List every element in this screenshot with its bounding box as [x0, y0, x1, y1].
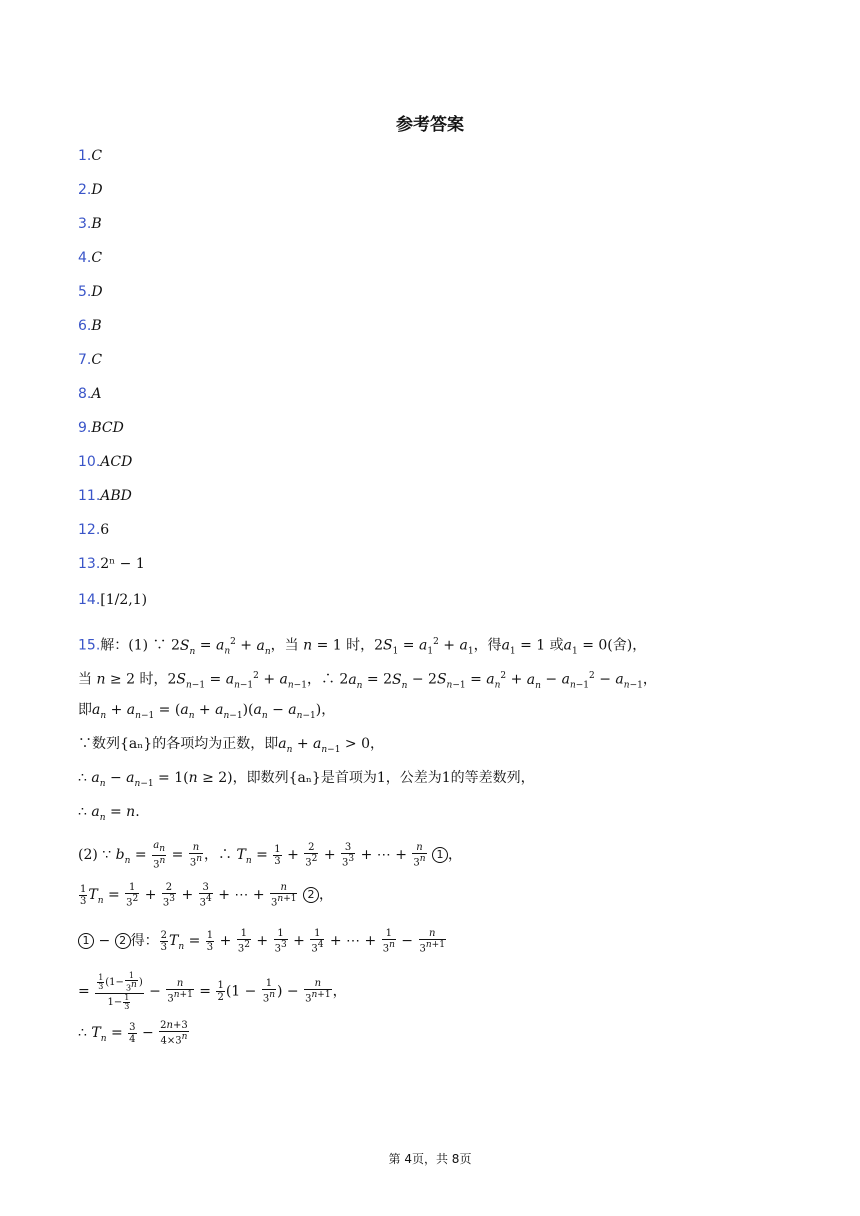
answer-item-2: 2.D	[78, 182, 103, 198]
q15-line-2: 当 n ≥ 2 时，$2S_{n-1} = a_{n-1}^2 + a_{n-1}$，∴ $2a_n = 2S_n - 2S_{n-1} = a_n^2 + a_n - a_{n-1}^2 - a_{n-1}$，	[78, 671, 657, 691]
q15-line-9: 1 − 2 得： $\frac{2}{3}$ $T_n$ = $\frac{1}{3}$ + $\frac{1}{3^2}$ + $\frac{1}{3^3}$ + $\frac{1}{3^4}$ + ⋯ + $\frac{1}{3^n}$ − $\frac{n}{3^{n+1}}$	[78, 928, 447, 957]
answer-item-14: 14.[1/2,1)	[78, 592, 148, 608]
q15-line-1: 15.解：(1) ∵ $2S_n = a_n^2 + a_n$，当 n = 1 时，$2S_1 = a_1^2 + a_1$，得$a_1 = 1$ 或$a_1 = 0$(舍)，	[78, 637, 647, 657]
answer-item-12: 12.6	[78, 522, 110, 538]
answer-item-1: 1.C	[78, 148, 103, 164]
q15-line-6: ∴ $a_n = n$.	[78, 804, 140, 823]
q15-line-7: (2) ∵ $b_n$ = $\frac{a_n}{3^n}$ = $\frac{n}{3^n}$ ，∴ $T_n$ = $\frac{1}{3}$ + $\frac{2}{3^2}$ + $\frac{3}{3^3}$ + ⋯ + $\frac{n}{3^n}$ 1 ，	[78, 840, 463, 871]
answer-item-4: 4.C	[78, 250, 103, 266]
q15-line-3: 即$a_n + a_{n-1} = (a_n + a_{n-1})(a_n - a_{n-1})$，	[78, 702, 336, 721]
q15-line-10: = $\frac{1}{3}$ (1− $\frac{1}{3^n}$ ) 1− $\frac{1}{3}$ − $\frac{n}{3^{n+1}}$ = $\frac{1}{2}$ (1 − $\frac{1}{3^n}$ ) − $\frac{n}{3^{n+1}}$ ，	[78, 971, 347, 1011]
answer-item-11: 11.ABD	[78, 488, 132, 504]
answer-item-9: 9.BCD	[78, 420, 124, 436]
answer-item-3: 3.B	[78, 216, 102, 232]
answer-item-10: 10.ACD	[78, 454, 133, 470]
q15-line-8: $\frac{1}{3}$ $T_n$ = $\frac{1}{3^2}$ + $\frac{2}{3^3}$ + $\frac{3}{3^4}$ + ⋯ + $\frac{n}{3^{n+1}}$ 2 ，	[80, 882, 333, 909]
q15-line-5: ∴ $a_n - a_{n-1} = 1(n \ge 2)$，即数列{aₙ}是首项为1，公差为1的等差数列，	[78, 770, 535, 789]
answer-item-5: 5.D	[78, 284, 103, 300]
answer-item-13: 13.2ⁿ − 1	[78, 556, 145, 572]
answer-item-8: 8.A	[78, 386, 102, 402]
q15-line-11: ∴ $T_n$ = $\frac{3}{4}$ − $\frac{2n+3}{4\times 3^n}$	[78, 1020, 188, 1047]
answer-item-6: 6.B	[78, 318, 102, 334]
answer-item-7: 7.C	[78, 352, 103, 368]
page-title: 参考答案	[396, 115, 464, 135]
q15-line-4: ∵数列{aₙ}的各项均为正数，即$a_n + a_{n-1} > 0$，	[78, 736, 384, 755]
page-footer: 第 4页，共 8页	[388, 1152, 472, 1166]
